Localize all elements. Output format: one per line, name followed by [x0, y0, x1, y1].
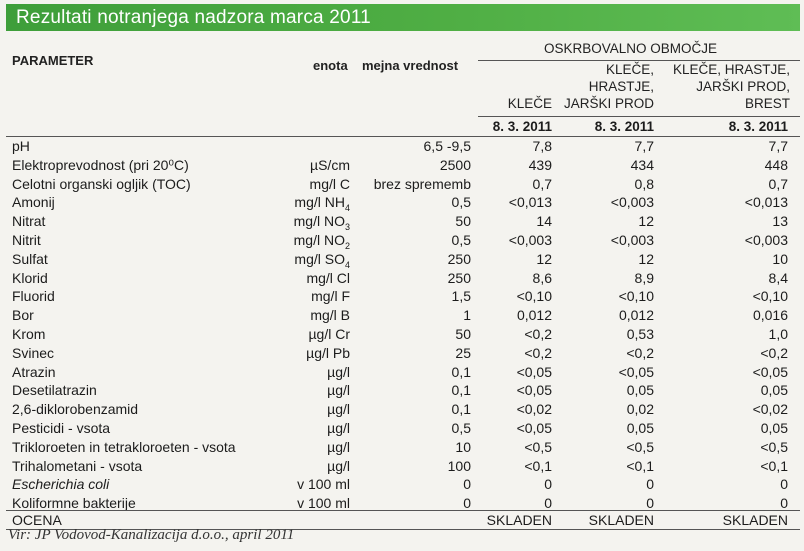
unit-subscript: 4: [344, 259, 350, 270]
value-col2: [627, 401, 654, 417]
unit-cell-text: v 100 ml: [297, 495, 350, 512]
date-col1: 8. 3. 2011: [492, 119, 552, 134]
header-col2: [564, 61, 654, 112]
limit-cell-text: 250: [447, 269, 471, 286]
date-col2: 8. 3. 2011: [594, 119, 654, 134]
limit-cell: [452, 420, 471, 436]
value-col1-text: <0,003: [508, 232, 552, 248]
unit-cell: [327, 420, 350, 436]
value-col2-text: 0,05: [626, 382, 654, 399]
value-col3: [765, 157, 788, 173]
value-col2-text: <0,2: [626, 344, 654, 361]
unit-cell-text: µg/l: [327, 420, 350, 436]
value-col2: [627, 420, 654, 436]
unit-cell-text: µg/l: [327, 363, 350, 380]
limit-cell-text: 0: [463, 495, 471, 512]
unit-cell: [327, 401, 350, 417]
parameter-name-text: Koliformne bakterije: [12, 495, 136, 512]
header-col3-line: JARŠKI PROD,: [696, 79, 790, 94]
parameter-name: [12, 307, 34, 323]
value-col3: [753, 288, 788, 304]
header-parameter: PARAMETER: [12, 53, 94, 68]
limit-cell-text: 0,1: [451, 363, 471, 380]
value-col1: [524, 345, 552, 361]
unit-cell-text: mg/l B: [310, 307, 350, 324]
value-col3: [760, 439, 788, 455]
value-col2-text: 12: [638, 250, 654, 267]
unit-cell: [310, 307, 350, 323]
value-col2-text: <0,003: [610, 194, 654, 211]
value-col1-text: <0,05: [516, 363, 552, 380]
parameter-name: [12, 251, 48, 267]
value-col3: [780, 476, 788, 492]
table-row: [0, 251, 804, 270]
value-col1-text: 0,7: [532, 175, 552, 192]
value-col2-text: 8,9: [634, 269, 654, 286]
limit-cell: [448, 458, 471, 474]
header-col1: [508, 95, 552, 112]
value-col3: [761, 382, 788, 398]
header-col3: [673, 61, 790, 112]
value-col2-text: <0,05: [618, 363, 654, 380]
value-col3: [780, 495, 788, 511]
value-col2-text: 0,8: [634, 175, 654, 192]
value-col3: [745, 232, 788, 248]
unit-cell-text: µg/l Pb: [306, 344, 350, 361]
value-col3: [769, 176, 788, 192]
ocena-col1: SKLADEN: [486, 512, 552, 528]
value-col2: [627, 326, 654, 342]
parameter-name: [12, 176, 191, 192]
header-limit: mejna vrednost: [362, 58, 459, 73]
parameter-name: [12, 439, 236, 455]
unit-cell: [306, 270, 350, 286]
table-row: [0, 420, 804, 439]
value-col1: [533, 270, 552, 286]
unit-cell: [327, 364, 350, 380]
limit-cell-text: 0: [463, 476, 471, 493]
table-row: [0, 270, 804, 289]
value-col1-text: 8,6: [532, 269, 552, 286]
parameter-name: [12, 213, 45, 229]
value-col3: [769, 326, 788, 342]
table-row: [0, 458, 804, 477]
table-row: [0, 213, 804, 232]
unit-cell-text: mg/l C: [309, 175, 350, 192]
parameter-name: [12, 495, 136, 511]
parameter-name-text: Bor: [12, 307, 34, 324]
value-col3-text: 448: [764, 156, 788, 173]
unit-cell: [327, 439, 350, 455]
unit-cell-text: µS/cm: [310, 156, 350, 173]
value-col1: [529, 157, 552, 173]
value-col1: [533, 138, 552, 154]
parameter-name: [12, 364, 56, 380]
value-col1: [517, 382, 552, 398]
value-col1-text: <0,1: [524, 457, 552, 474]
value-col3-text: 1,0: [768, 326, 788, 342]
unit-subscript: 2: [344, 240, 350, 251]
value-col3-text: 0,7: [768, 175, 788, 192]
value-col1-text: <0,02: [516, 401, 552, 418]
header-col2-line: HRASTJE,: [588, 79, 654, 94]
unit-cell-text: µg/l: [327, 438, 350, 455]
limit-cell-text: 0,1: [451, 401, 471, 418]
value-col3-text: 0,05: [760, 382, 788, 399]
value-col1: [536, 251, 552, 267]
limit-cell-text: 25: [455, 344, 471, 361]
unit-cell-text: µg/l: [327, 401, 350, 418]
unit-cell-text: mg/l F: [311, 288, 350, 305]
unit-subscript: 3: [344, 221, 350, 232]
parameter-name: [12, 345, 54, 361]
title-banner: [6, 4, 800, 31]
value-col1-text: 12: [536, 250, 552, 267]
limit-cell-text: 0,5: [451, 420, 471, 436]
value-col3: [772, 213, 788, 229]
value-col1-text: <0,013: [508, 194, 552, 211]
table-row: [0, 439, 804, 458]
value-col2: [626, 345, 654, 361]
parameter-name-text: Krom: [12, 326, 46, 342]
unit-cell-text: mg/l NO: [293, 232, 345, 248]
parameter-name-text: Celotni organski ogljik (TOC): [12, 175, 191, 192]
unit-cell: [294, 213, 350, 232]
value-col2: [638, 251, 654, 267]
header-unit: enota: [313, 58, 348, 73]
value-col1-text: <0,2: [524, 344, 552, 361]
header-col3-line: BREST: [744, 96, 790, 111]
value-col1: [524, 326, 552, 342]
table-row: [0, 176, 804, 195]
value-col2-text: 12: [638, 213, 654, 230]
value-col1-text: 0,012: [516, 307, 552, 324]
value-col3-text: 10: [772, 250, 788, 267]
value-col2-text: 0,02: [626, 401, 654, 418]
parameter-name-text: Klorid: [12, 269, 48, 286]
date-col3: 8. 3. 2011: [728, 119, 788, 134]
limit-cell-text: 250: [447, 250, 471, 267]
value-col2-text: 0: [646, 476, 654, 493]
unit-cell: [297, 476, 350, 492]
limit-cell: [448, 251, 471, 267]
value-col2-text: <0,10: [618, 288, 654, 305]
parameter-name: [12, 458, 142, 474]
value-col1-text: 0: [544, 476, 552, 493]
limit-cell: [452, 401, 471, 417]
limit-cell-text: 2500: [439, 156, 471, 173]
value-col1-text: <0,10: [516, 288, 552, 305]
value-col2: [638, 213, 654, 229]
limit-cell-text: brez sprememb: [373, 175, 471, 192]
value-col2: [646, 476, 654, 492]
value-col2-text: 7,7: [634, 138, 654, 154]
value-col1: [509, 194, 552, 210]
value-col1-text: <0,05: [516, 420, 552, 436]
value-col2-text: 0,05: [626, 420, 654, 436]
unit-cell: [294, 251, 350, 270]
value-col2: [631, 157, 654, 173]
value-col3-text: <0,013: [744, 194, 788, 211]
value-col2: [627, 382, 654, 398]
value-col3: [769, 270, 788, 286]
value-col3-text: 0,016: [752, 307, 788, 324]
value-col2: [626, 439, 654, 455]
limit-cell: [455, 345, 471, 361]
unit-cell: [310, 157, 350, 173]
table-row: [0, 307, 804, 326]
parameter-name-text: Pesticidi - vsota: [12, 420, 111, 436]
unit-cell: [294, 194, 350, 213]
limit-cell-text: 100: [447, 457, 471, 474]
parameter-name: [12, 401, 138, 417]
unit-cell-text: v 100 ml: [297, 476, 350, 493]
value-col2: [635, 138, 654, 154]
value-col3-text: 0,05: [760, 420, 788, 436]
parameter-name-text: Trihalometani - vsota: [12, 457, 143, 474]
unit-cell: [308, 326, 350, 342]
unit-cell-text: mg/l Cl: [306, 269, 350, 286]
limit-cell: [463, 476, 471, 492]
value-col1: [517, 364, 552, 380]
unit-subscript: 4: [344, 203, 350, 214]
limit-cell: [424, 138, 471, 154]
limit-cell-text: 0,5: [451, 194, 471, 211]
value-col1-text: 0: [544, 495, 552, 512]
value-col1: [536, 213, 552, 229]
value-col1: [533, 176, 552, 192]
value-col1: [517, 307, 552, 323]
limit-cell: [463, 495, 471, 511]
value-col3-text: 8,4: [768, 269, 788, 286]
value-col1-text: <0,05: [516, 382, 552, 399]
header-col1-line: KLEČE: [507, 96, 552, 111]
value-col2-text: <0,5: [626, 438, 654, 455]
table-row: [0, 232, 804, 251]
limit-cell: [448, 270, 471, 286]
parameter-name-text: Fluorid: [12, 288, 55, 305]
value-col3: [761, 420, 788, 436]
value-col3-text: <0,1: [760, 457, 788, 474]
value-col1: [509, 232, 552, 248]
table-row: [0, 138, 804, 157]
limit-cell-text: 10: [455, 438, 471, 455]
value-col1: [544, 476, 552, 492]
table-row: [0, 288, 804, 307]
parameter-name-text: Elektroprevodnost (pri 20⁰C): [12, 156, 189, 173]
header-region: OSKRBOVALNO OBMOČJE: [544, 41, 718, 56]
value-col2: [619, 307, 654, 323]
unit-cell: [306, 345, 350, 361]
value-col1: [517, 288, 552, 304]
value-col3-text: <0,02: [752, 401, 788, 418]
limit-cell-text: 0,1: [451, 382, 471, 399]
parameter-name-text: Trikloroeten in tetrakloroeten - vsota: [12, 438, 236, 455]
table-row: [0, 345, 804, 364]
value-col3: [772, 251, 788, 267]
value-col1-text: <0,2: [524, 326, 552, 342]
value-col3-text: <0,5: [760, 438, 788, 455]
value-col2-text: 0,012: [618, 307, 654, 324]
unit-cell: [311, 288, 350, 304]
parameter-name: [12, 420, 110, 436]
limit-cell-text: 1,5: [451, 288, 471, 305]
unit-cell: [294, 232, 350, 251]
value-col2: [626, 458, 654, 474]
value-col3-text: <0,003: [744, 232, 788, 248]
unit-cell: [297, 495, 350, 511]
limit-cell-text: 6,5 -9,5: [423, 138, 471, 154]
value-col3: [769, 138, 788, 154]
value-col2-text: 0,53: [626, 326, 654, 342]
limit-cell-text: 0,5: [451, 232, 471, 248]
parameter-name-text: pH: [12, 138, 30, 154]
value-col1-text: <0,5: [524, 438, 552, 455]
parameter-name: [12, 270, 48, 286]
unit-cell: [310, 176, 350, 192]
value-col2-text: 434: [630, 156, 654, 173]
parameter-name-text: Sulfat: [12, 250, 48, 267]
value-col3: [760, 345, 788, 361]
parameter-name: [12, 157, 189, 174]
ocena-col2: SKLADEN: [588, 512, 654, 528]
parameter-name-text: Nitrat: [12, 213, 46, 230]
ocena-label: OCENA: [12, 512, 62, 528]
unit-cell-text: µg/l: [327, 457, 350, 474]
source-note: Vir: JP Vodovod-Kanalizacija d.o.o., april 2011: [8, 527, 295, 543]
value-col1-text: 439: [528, 156, 552, 173]
limit-cell: [455, 439, 471, 455]
limit-cell: [452, 288, 471, 304]
table-row: [0, 326, 804, 345]
header-rule-bottom: [6, 136, 800, 137]
parameter-name: [12, 476, 109, 492]
value-col3: [745, 194, 788, 210]
header-col2-line: KLEČE,: [605, 62, 654, 77]
header-col3-line: KLEČE, HRASTJE,: [672, 62, 790, 77]
ocena-rule: [6, 510, 800, 511]
parameter-name: [12, 382, 97, 398]
date-rule-top: [478, 116, 800, 117]
parameter-name: [12, 194, 55, 210]
value-col2-text: <0,1: [626, 457, 654, 474]
table-row: [0, 364, 804, 383]
parameter-name-text: Atrazin: [12, 363, 56, 380]
value-col1-text: 7,8: [532, 138, 552, 154]
value-col3: [753, 364, 788, 380]
value-col2: [635, 176, 654, 192]
value-col2-text: 0: [646, 495, 654, 512]
value-col1: [524, 439, 552, 455]
value-col2-text: <0,003: [610, 232, 654, 248]
limit-cell: [374, 176, 471, 192]
parameter-name-text: Amonij: [12, 194, 55, 211]
value-col3-text: 13: [772, 213, 788, 230]
table-row: [0, 476, 804, 495]
unit-cell-text: mg/l NO: [293, 213, 345, 230]
table-row: [0, 157, 804, 176]
parameter-name: [12, 138, 30, 154]
unit-cell-text: µg/l: [327, 382, 350, 399]
limit-cell: [440, 157, 471, 173]
unit-cell-text: mg/l NH: [294, 194, 345, 211]
value-col2: [619, 364, 654, 380]
limit-cell: [452, 364, 471, 380]
unit-cell: [327, 382, 350, 398]
parameter-name: [12, 232, 41, 248]
value-col3: [760, 458, 788, 474]
value-col2: [635, 270, 654, 286]
value-col2: [619, 288, 654, 304]
value-col3: [753, 307, 788, 323]
parameter-name-text: Svinec: [12, 344, 55, 361]
limit-cell: [452, 194, 471, 210]
parameter-name: [12, 288, 55, 304]
value-col1: [517, 420, 552, 436]
table-row: [0, 194, 804, 213]
value-col3: [753, 401, 788, 417]
unit-cell-text: mg/l SO: [294, 250, 345, 267]
table-title: Rezultati notranjega nadzora marca 2011: [16, 7, 371, 28]
value-col3-text: <0,05: [752, 363, 788, 380]
limit-cell-text: 1: [463, 307, 471, 324]
limit-cell: [452, 232, 471, 248]
value-col1: [524, 458, 552, 474]
value-col3-text: <0,10: [752, 288, 788, 305]
value-col2: [611, 232, 654, 248]
value-col3-text: 7,7: [768, 138, 788, 154]
limit-cell: [463, 307, 471, 323]
parameter-name-text: Desetilatrazin: [12, 382, 97, 399]
limit-cell: [455, 326, 471, 342]
table-row: [0, 382, 804, 401]
value-col1: [517, 401, 552, 417]
value-col3-text: <0,2: [760, 344, 788, 361]
limit-cell-text: 50: [455, 213, 471, 230]
value-col2: [611, 194, 654, 210]
unit-cell: [327, 458, 350, 474]
header-col2-line: JARŠKI PROD: [563, 96, 654, 111]
value-col1: [544, 495, 552, 511]
limit-cell: [455, 213, 471, 229]
parameter-name-text: 2,6-diklorobenzamid: [12, 401, 139, 418]
parameter-name-text: Nitrit: [12, 232, 41, 248]
limit-cell: [452, 382, 471, 398]
value-col3-text: 0: [780, 495, 788, 512]
value-col2: [646, 495, 654, 511]
table-row: [0, 401, 804, 420]
parameter-name: [12, 326, 45, 342]
value-col3-text: 0: [780, 476, 788, 493]
ocena-col3: SKLADEN: [722, 512, 788, 528]
unit-cell-text: µg/l Cr: [308, 326, 350, 342]
parameter-name-text: Escherichia coli: [12, 476, 110, 493]
value-col1-text: 14: [536, 213, 552, 230]
limit-cell-text: 50: [455, 326, 471, 342]
